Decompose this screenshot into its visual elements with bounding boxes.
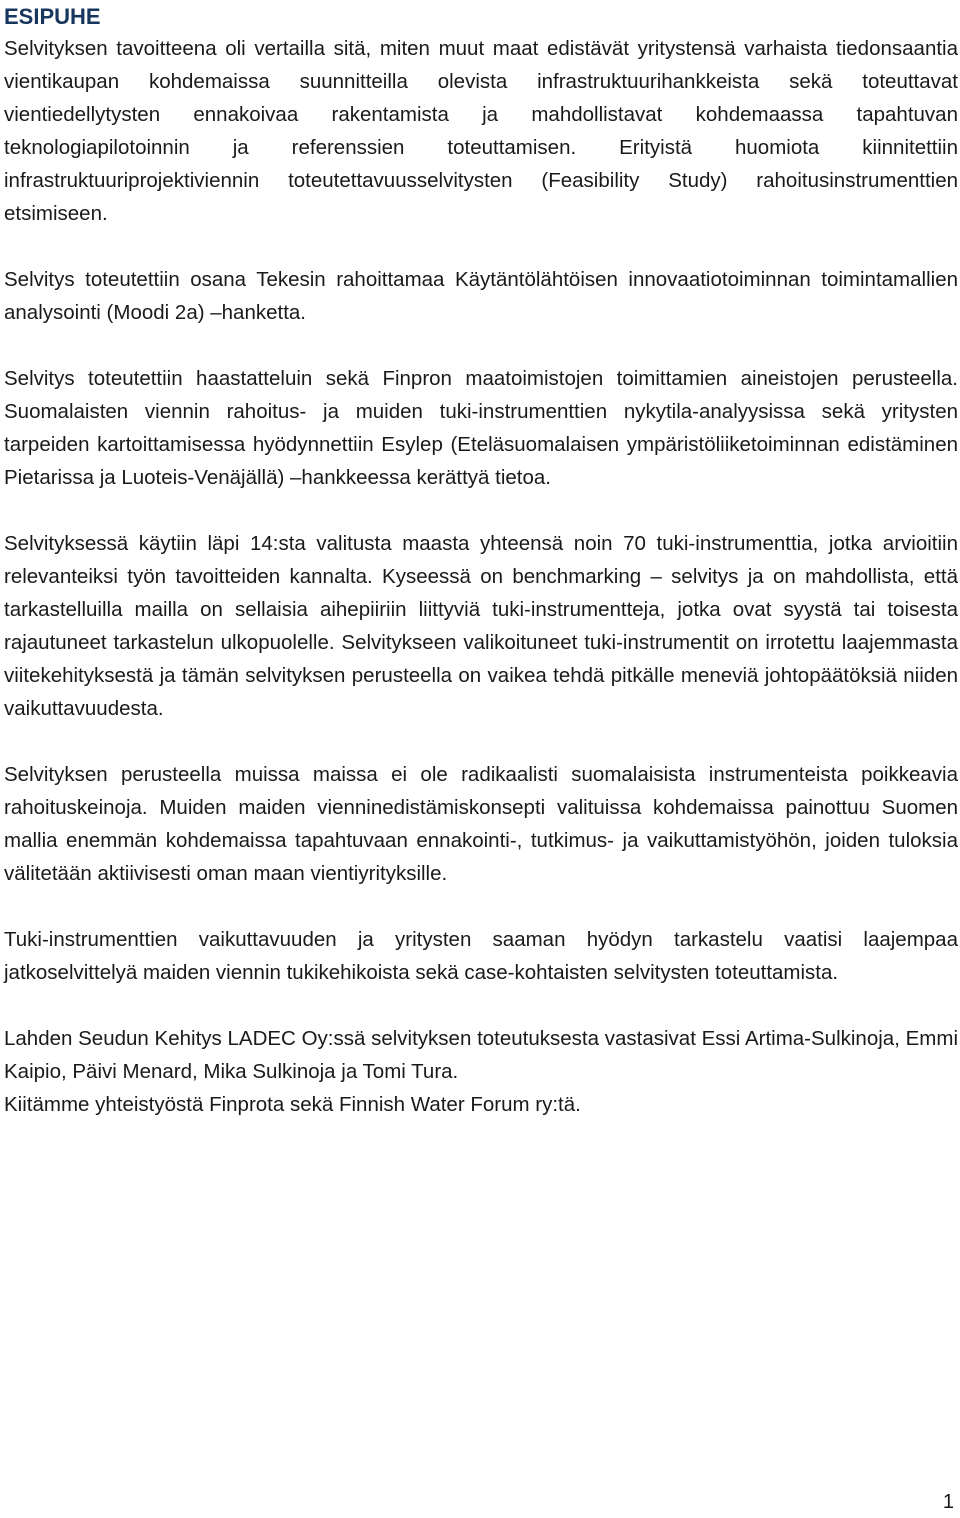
paragraph-further-study: Tuki-instrumenttien vaikuttavuuden ja yritysten saaman hyödyn tarkastelu vaatisi laajempaa jatkoselvittelyä maiden viennin tukikehikoista sekä case-kohtaisten selvitysten toteuttamista. (4, 928, 958, 984)
paragraph-spacer (4, 494, 958, 527)
paragraph-project: Selvitys toteutettiin osana Tekesin rahoittamaa Käytäntölähtöisen innovaatiotoiminnan toimintamallien analysointi (Moodi 2a) –hanketta. (4, 268, 958, 324)
paragraph-thanks: Kiitämme yhteistyöstä Finprota sekä Finnish Water Forum ry:tä. (4, 1093, 581, 1116)
paragraph-authors: Lahden Seudun Kehitys LADEC Oy:ssä selvityksen toteutuksesta vastasivat Essi Artima-Sulkinoja, Emmi Kaipio, Päivi Menard, Mika Sulkinoja ja Tomi Tura. (4, 1027, 958, 1083)
paragraph-spacer (4, 890, 958, 923)
paragraph-method: Selvitys toteutettiin haastatteluin sekä Finpron maatoimistojen toimittamien aineistojen perusteella. Suomalaisten viennin rahoitus- ja muiden tuki-instrumenttien nykytila-analyysissa sekä yritysten tarpeiden kartoittamisessa hyödynnettiin Esylep (Eteläsuomalaisen ympäristöliiketoiminnan edistäminen Pietarissa ja Luoteis-Venäjällä) –hankkeessa kerättyä tietoa. (4, 367, 958, 489)
paragraph-spacer (4, 230, 958, 263)
paragraph-spacer (4, 329, 958, 362)
page-number: 1 (942, 1491, 954, 1513)
paragraph-scope: Selvityksessä käytiin läpi 14:sta valitusta maasta yhteensä noin 70 tuki-instrumenttia, jotka arvioitiin relevanteiksi työn tavoitteiden kannalta. Kyseessä on benchmarking – selvitys ja on mahdollista, että tarkastelluilla mailla on sellaisia aihepiiriin liittyviä tuki-instrumentteja, jotka ovat syystä tai toisesta rajautuneet tarkastelun ulkopuolelle. Selvitykseen valikoituneet tuki-instrumentit on irrotettu laajemmasta viitekehityksestä ja tämän selvityksen perusteella on vaikea tehdä pitkälle meneviä johtopäätöksiä niiden vaikuttavuudesta. (4, 532, 958, 720)
section-heading: ESIPUHE (4, 4, 101, 29)
paragraph-objective: Selvityksen tavoitteena oli vertailla sitä, miten muut maat edistävät yritystensä varhaista tiedonsaantia vientikaupan kohdemaissa suunnitteilla olevista infrastruktuurihankkeista sekä toteuttavat vientiedellytysten ennakoivaa rakentamista ja mahdollistavat kohdemaassa tapahtuvan teknologiapilotoinnin ja referenssien toteuttamisen. Erityistä huomiota kiinnitettiin infrastruktuuriprojektiviennin toteutettavuusselvitysten (Feasibility Study) rahoitusinstrumenttien etsimiseen. (4, 37, 958, 225)
paragraph-findings: Selvityksen perusteella muissa maissa ei ole radikaalisti suomalaisista instrumenteista poikkeavia rahoituskeinoja. Muiden maiden vienninedistämiskonsepti valituissa kohdemaissa painottuu Suomen mallia enemmän kohdemaissa tapahtuvaan ennakointi-, tutkimus- ja vaikuttamistyöhön, joiden tuloksia välitetään aktiivisesti oman maan vientiyrityksille. (4, 763, 958, 885)
paragraph-spacer (4, 725, 958, 758)
paragraph-spacer (4, 989, 958, 1022)
document-page (4, 0, 958, 1121)
